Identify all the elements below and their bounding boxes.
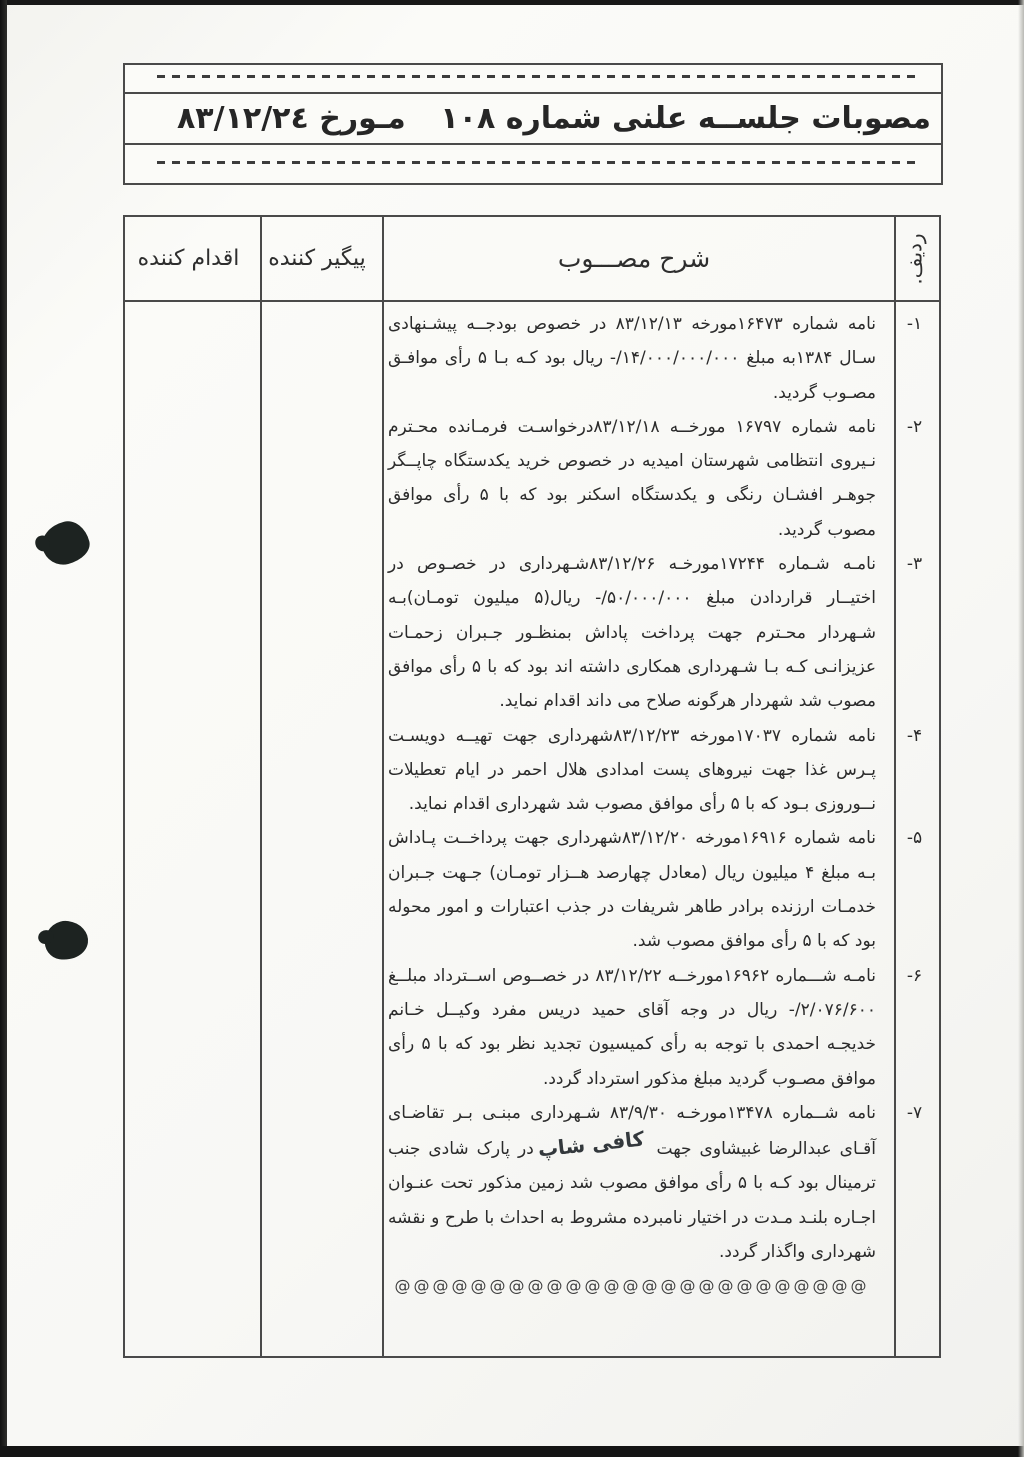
row-number: ۱- <box>906 314 923 334</box>
text-segment: نامـه شـماره ۱۷۲۴۴مورخـه ۸۳/۱۲/۲۶شـهرداری در خصـوص در اختیــار قراردادن مبلغ ۵۰/۰۰۰/۰۰۰/- ریال(۵ میلیون تومـان)بـه شـهردار محـترم جهت پرداخت پاداش بمنظـور جـبران زحمـات عزیزانـی کـه بـا شـهرداری همکاری داشته اند بود که با ۵ رأی موافق مصوب شد شهردار هرگونه صلاح می داند اقدام نماید. <box>382 554 877 712</box>
dotted-rule <box>151 75 915 78</box>
text-segment: نامـه شـــماره ۱۶۹۶۲مورخــه ۸۳/۱۲/۲۲ در خصــوص اســترداد مبلــغ ۲/۰۷۶/۶۰۰/- ریال در وجه آقای حمید دریس مفرد وکیــل خـانم خدیجـه احمدی با توجه به رأی کمیسیون تجدید نظر بود که با ۵ رأی موافق مصـوب گردید مبلغ مذکور استرداد گردد. <box>382 965 877 1089</box>
column-header-row-number <box>890 232 939 285</box>
table-row <box>125 307 939 410</box>
table-row <box>125 959 939 1096</box>
table-header-row <box>125 217 939 302</box>
row-number: ۲- <box>906 416 923 437</box>
column-header-actor: اقدام کننده <box>137 246 240 271</box>
scan-edge-top <box>0 0 1024 5</box>
header-title-row <box>125 94 941 143</box>
scan-edge-bottom <box>0 1446 1024 1457</box>
handwritten-note: کافی شاپ <box>536 1126 646 1162</box>
row-number: ۳- <box>906 554 923 575</box>
resolutions-table <box>123 215 941 1358</box>
ink-blob <box>42 918 90 963</box>
row-number: ۶- <box>906 965 923 986</box>
table-row <box>125 410 939 547</box>
resolution-text <box>378 307 890 410</box>
row-number: ۴- <box>906 725 923 746</box>
table-row <box>125 719 939 822</box>
row-number <box>890 1269 939 1303</box>
column-header-follower: پیگیر کننده <box>268 246 366 271</box>
resolution-text <box>378 821 890 958</box>
table-row <box>125 1269 939 1303</box>
header-banner <box>123 63 943 185</box>
row-number: ۷- <box>906 1102 923 1123</box>
end-marker: @@@@@@@@@@@@@@@@@@@@@@@@@ <box>394 1276 870 1296</box>
text-segment: نامه شــماره ۱۳۴۷۸مورخـه ۸۳/۹/۳۰ شـهرداری مبنـی بـر تقاضـای آقـای عبدالرضا غبیشاوی جهت <box>382 1102 876 1160</box>
text-segment: در پارک شادی جنب ترمینال بود کـه با ۵ رأی موافق مصوب شد زمین مذکور تحت عنـوان اجـاره بلنـد مـدت در اختیار نامبرده مشروط به احداث با طرح و نقشه شهرداری واگذار گردد. <box>382 1139 876 1263</box>
row-number: ۵- <box>906 828 923 849</box>
text-segment: نامه شماره ۱۶۴۷۳مورخه ۸۳/۱۲/۱۳ در خصوص بودجــه پیشـنهادی سـال ۱۳۸۴به مبلغ ۱۴/۰۰۰/۰۰۰/۰۰۰/- ریال بود کـه بـا ۵ رأی موافـق مصـوب گردید. <box>382 314 877 403</box>
dotted-rule <box>151 161 915 164</box>
table-body <box>125 302 939 1356</box>
table-row <box>125 821 939 958</box>
resolution-text <box>378 547 890 718</box>
resolution-text <box>378 410 890 547</box>
document-date: مـورخ ۸۳/۱۲/۲٤ <box>177 101 406 136</box>
table-row <box>125 547 939 718</box>
column-header-description: شرح مصـــوب <box>557 244 711 273</box>
text-segment: نامه شماره ۱۷۰۳۷مورخه ۸۳/۱۲/۲۳شهرداری جهت تهیــه دویسـت پـرس غذا جهت نیروهای پست امدادی هلال احمر در ایام تعطیلات نــوروزی بـود که با ۵ رأی موافق مصوب شد شهرداری اقدام نماید. <box>382 725 877 815</box>
scan-edge-right <box>1018 0 1024 1457</box>
text-segment: نامه شماره ۱۶۷۹۷ مورخــه ۸۳/۱۲/۱۸درخواسـت فرمـانده محـترم نـیروی انتظامی شهرستان امیدیه در خصوص خرید یکدستگاه چاپــگر جوهـر افشـان رنگی و یکدستگاه اسکنر بود که با ۵ رأی موافق مصوب گردید. <box>382 416 876 540</box>
resolution-text <box>378 719 890 822</box>
document-title: مصوبات جلســه علنی شماره ۱۰۸ <box>440 101 931 136</box>
resolution-text <box>378 959 890 1096</box>
row-number-label: ردیف. <box>902 232 927 285</box>
table-row <box>125 1096 939 1269</box>
text-segment: نامه شماره ۱۶۹۱۶مورخه ۸۳/۱۲/۲۰شهرداری جهت پرداخــت پـاداش بـه مبلغ ۴ میلیون ریال (معادل چهارصد هــزار تومـان) جـهت جـبران خدمـات ارزنده برادر طاهر شریفات در جذب اعتبارات و امور محوله بود که با ۵ رأی موافق مصوب شد. <box>382 828 876 952</box>
scan-edge-left <box>0 0 7 1457</box>
resolution-text <box>378 1096 890 1269</box>
rule-line <box>125 143 941 145</box>
ink-blob <box>38 517 94 569</box>
